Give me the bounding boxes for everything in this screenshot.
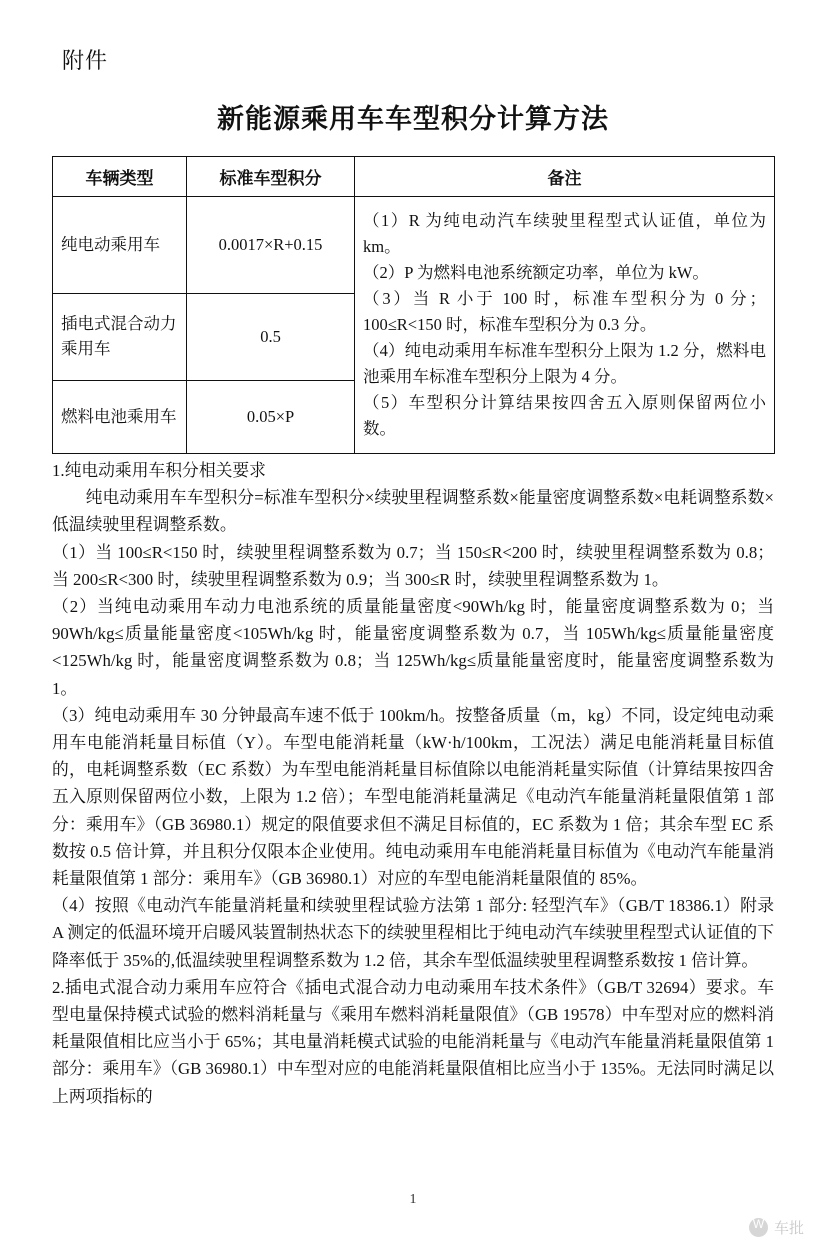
- table-header-row: [53, 157, 775, 197]
- remark-item-4: （4）纯电动乘用车标准车型积分上限为 1.2 分，燃料电池乘用车标准车型积分上限为 4 分。: [363, 341, 766, 387]
- table-header-vehicle-type: 车辆类型: [53, 157, 187, 197]
- remark-item-3: （3）当 R 小于 100 时，标准车型积分为 0 分；100≤R<150 时，标准车型积分为 0.3 分。: [363, 288, 766, 334]
- remark-item-5: （5）车型积分计算结果按四舍五入原则保留两位小数。: [363, 393, 766, 439]
- section-1-item-3: （3）纯电动乘用车 30 分钟最高车速不低于 100km/h。按整备质量（m，kg）不同，设定纯电动乘用车电能消耗量目标值（Y）。车型电能消耗量（kW·h/100km，工况法）满足电能消耗量目标值的，电耗调整系数（EC 系数）为车型电能消耗量目标值除以电能消耗量实际值（计算结果按四舍五入原则保留两位小数，上限为 1.2 倍）；车型电能消耗量满足《电动汽车能量消耗量限值第 1 部分：乘用车》（GB 36980.1）规定的限值要求但不满足目标值的，EC 系数为 1 倍；其余车型 EC 系数按 0.5 倍计算，并且积分仅限本企业使用。纯电动乘用车电能消耗量目标值为《电动汽车能量消耗量限值第 1 部分：乘用车》（GB 36980.1）对应的车型电能消耗量限值的 85%。: [52, 705, 774, 889]
- table-row: [53, 197, 775, 294]
- section-1-item-1: （1）当 100≤R<150 时，续驶里程调整系数为 0.7；当 150≤R<200 时，续驶里程调整系数为 0.8；当 200≤R<300 时，续驶里程调整系数为 0.9；当 300≤R 时，续驶里程调整系数为 1。: [52, 542, 774, 589]
- weibo-logo-icon: [749, 1218, 768, 1237]
- cell-remarks: [355, 197, 775, 454]
- cell-vehicle-type: 燃料电池乘用车: [53, 381, 187, 454]
- cell-standard-score: 0.05×P: [187, 381, 355, 454]
- section-1-item-2: （2）当纯电动乘用车动力电池系统的质量能量密度<90Wh/kg 时，能量密度调整系数为 0；当 90Wh/kg≤质量能量密度<105Wh/kg 时，能量密度调整系数为 0.7，当 105Wh/kg≤质量能量密度<125Wh/kg 时，能量密度调整系数为 0.8；当 125Wh/kg≤质量能量密度时，能量密度调整系数为 1。: [52, 597, 774, 698]
- section-2-paragraph: 2.插电式混合动力乘用车应符合《插电式混合动力电动乘用车技术条件》（GB/T 32694）要求。车型电量保持模式试验的燃料消耗量与《乘用车燃料消耗量限值》（GB 19578）中车型对应的燃料消耗量限值相比应当小于 65%；其电量消耗模式试验的电能消耗量与《电动汽车能量消耗量限值第 1 部分：乘用车》（GB 36980.1）中车型对应的电能消耗量限值相比应当小于 135%。无法同时满足以上两项指标的: [52, 977, 774, 1106]
- remark-item-2: （2）P 为燃料电池系统额定功率，单位为 kW。: [363, 262, 709, 282]
- page-title: 新能源乘用车车型积分计算方法: [217, 104, 609, 134]
- table-header-remarks: 备注: [355, 157, 775, 197]
- cell-standard-score: 0.5: [187, 294, 355, 381]
- section-1-formula: 纯电动乘用车车型积分=标准车型积分×续驶里程调整系数×能量密度调整系数×电耗调整系数×低温续驶里程调整系数。: [52, 488, 774, 535]
- section-1-item-4: （4）按照《电动汽车能量消耗量和续驶里程试验方法第 1 部分: 轻型汽车》（GB/T 18386.1）附录 A 测定的低温环境开启暖风装置制热状态下的续驶里程相比于纯电动汽车续驶里程型式认证值的下降率低于 35%的,低温续驶里程调整系数为 1.2 倍，其余车型低温续驶里程调整系数按 1 倍计算。: [52, 896, 774, 970]
- watermark-label: 车批: [773, 1220, 804, 1237]
- page-number: 1: [409, 1192, 417, 1207]
- watermark: [749, 1217, 804, 1238]
- score-calculation-table: [52, 156, 775, 454]
- remark-item-1: （1）R 为纯电动汽车续驶里程型式认证值，单位为 km。: [363, 210, 766, 256]
- cell-vehicle-type: 纯电动乘用车: [53, 197, 187, 294]
- cell-vehicle-type: 插电式混合动力乘用车: [53, 294, 187, 381]
- section-1-heading: 1.纯电动乘用车积分相关要求: [52, 461, 266, 480]
- cell-standard-score: 0.0017×R+0.15: [187, 197, 355, 294]
- body-text: [52, 454, 774, 1110]
- table-header-standard-score: 标准车型积分: [187, 157, 355, 197]
- attachment-label: 附件: [62, 48, 109, 73]
